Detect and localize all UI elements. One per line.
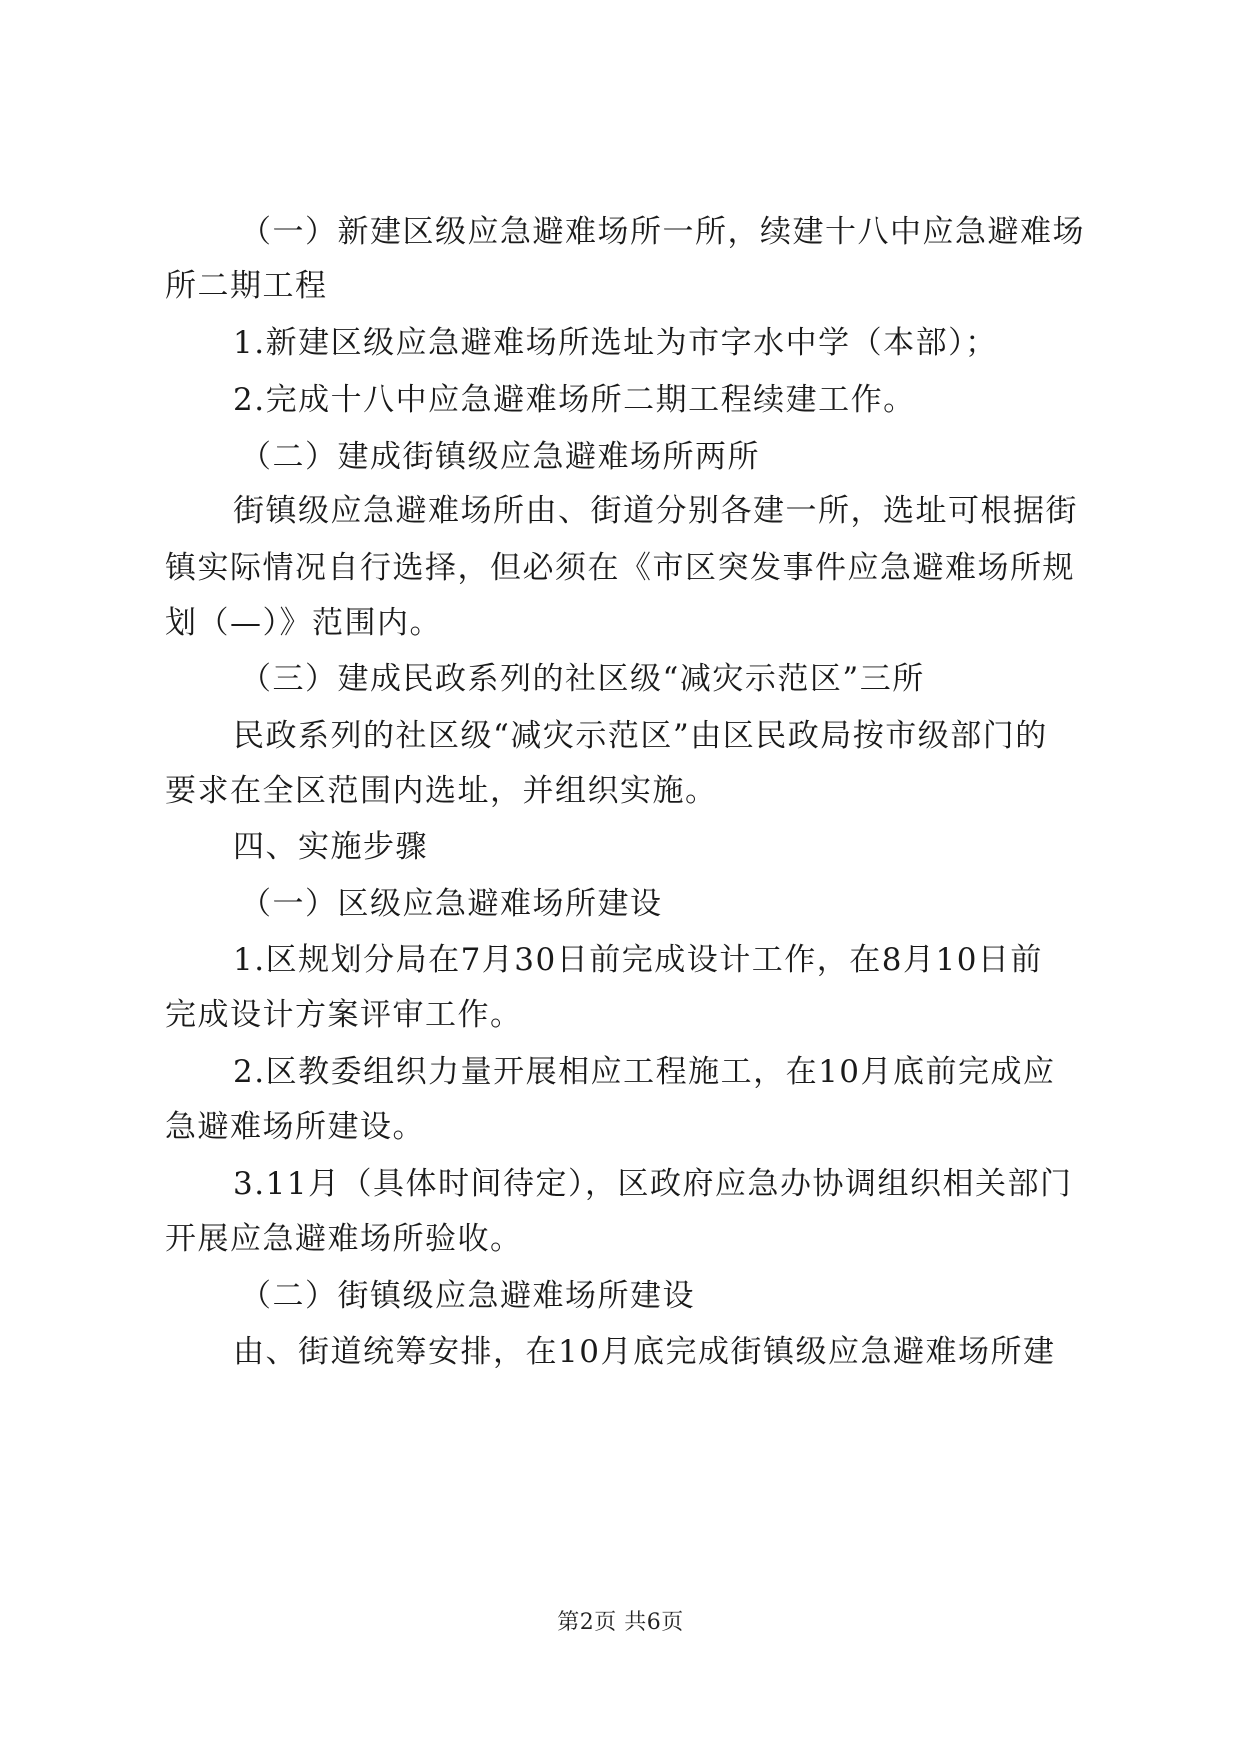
item-1: 1.新建区级应急避难场所选址为市字水中学（本部）； [233, 325, 998, 361]
item-3: 3.11月（具体时间待定），区政府应急办协调组织相关部门 [233, 1166, 1073, 1202]
section-heading-4: （一）区级应急避难场所建设 [240, 886, 663, 922]
item-1-cont: 完成设计方案评审工作。 [165, 997, 523, 1033]
section-heading-1: （一）新建区级应急避难场所一所，续建十八中应急避难场 [240, 214, 1085, 250]
paragraph-line: 镇实际情况自行选择，但必须在《市区突发事件应急避难场所规 [165, 550, 1075, 586]
section-heading-2: （二）建成街镇级应急避难场所两所 [240, 439, 760, 475]
section-heading-3: （三）建成民政系列的社区级“减灾示范区”三所 [240, 661, 925, 697]
paragraph-line: 民政系列的社区级“减灾示范区”由区民政局按市级部门的 [233, 718, 1048, 754]
item-2-cont: 急避难场所建设。 [165, 1109, 425, 1145]
page-footer: 第2页 共6页 [557, 1610, 684, 1635]
paragraph-line: 要求在全区范围内选址，并组织实施。 [165, 773, 718, 809]
section-heading-5: （二）街镇级应急避难场所建设 [240, 1278, 695, 1314]
chapter-heading: 四、实施步骤 [233, 829, 428, 865]
paragraph-line: 由、街道统筹安排，在10月底完成街镇级应急避难场所建 [233, 1334, 1056, 1370]
section-heading-1-cont: 所二期工程 [165, 268, 328, 304]
item-1: 1.区规划分局在7月30日前完成设计工作，在8月10日前 [233, 942, 1043, 978]
item-3-cont: 开展应急避难场所验收。 [165, 1221, 523, 1257]
paragraph-line: 街镇级应急避难场所由、街道分别各建一所，选址可根据街 [233, 493, 1078, 529]
paragraph-line: 划（—）》范围内。 [165, 605, 442, 641]
item-2: 2.完成十八中应急避难场所二期工程续建工作。 [233, 382, 916, 418]
item-2: 2.区教委组织力量开展相应工程施工，在10月底前完成应 [233, 1054, 1056, 1090]
